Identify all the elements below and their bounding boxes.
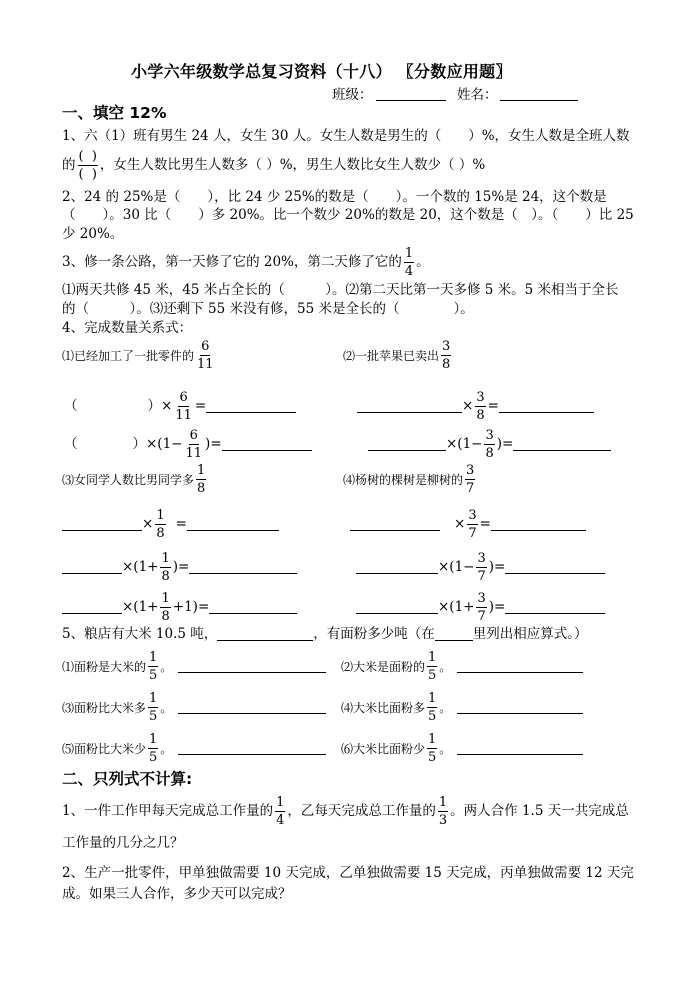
q5-item-5-answer[interactable] xyxy=(178,742,326,755)
section-2-heading: 二、只列式不计算: xyxy=(62,770,193,788)
q4-p3-fraction: $\frac{1}{8}$ xyxy=(197,463,206,496)
q4-p3-eq3-answer[interactable] xyxy=(209,601,297,614)
q4-heading: 4、完成数量关系式： xyxy=(62,320,193,336)
q4-p3-eq1-blank[interactable] xyxy=(62,518,142,531)
q4-p4-eq1-blank[interactable] xyxy=(350,518,440,531)
q4-p2-fraction: $\frac{3}{8}$ xyxy=(442,339,451,372)
class-label: 班级： xyxy=(332,87,373,103)
q4-p2-eq2-blank[interactable] xyxy=(368,438,446,451)
q4-p3-eq3-blank[interactable] xyxy=(62,601,122,614)
q4-p1-eq2: （ ） ×(1− $\frac{6}{11}$ ) = xyxy=(64,429,312,460)
q4-p2-label: ⑵一批苹果已卖出 $\frac{3}{8}$ xyxy=(343,339,451,372)
q1-line2-rest: ，女生人数比男生人数多（ ）%，男生人数比女生人数少（ ）% xyxy=(99,156,486,173)
q4-p3-eq3: ×(1+ $\frac{1}{8}$ +1) = xyxy=(62,592,297,623)
q5-item-5: ⑸面粉比大米少 $\frac{1}{5}$ 。 xyxy=(62,733,326,764)
q4-p2-eq1: × $\frac{3}{8}$ = xyxy=(357,391,594,422)
q5-item-4-answer[interactable] xyxy=(457,701,583,714)
q2-line3: 少 20%。 xyxy=(62,226,124,242)
q4-p3-eq2: ×(1+ $\frac{1}{8}$ ) = xyxy=(62,552,297,583)
q5-line1: 5、粮店有大米 10.5 吨， ，有面粉多少吨（在 里列出相应算式。） xyxy=(62,626,588,642)
q5-item-6: ⑹大米比面粉少 $\frac{1}{5}$ 。 xyxy=(341,733,583,764)
q4-p4-eq2-answer[interactable] xyxy=(505,561,605,574)
q4-p1-label: ⑴已经加工了一批零件的 $\frac{6}{11}$ xyxy=(62,339,214,372)
q4-p4-eq2: ×(1− $\frac{3}{7}$ ) = xyxy=(356,552,605,583)
q3-text: 3、修一条公路，第一天修了它的 20%，第二天修了它的 xyxy=(62,253,402,270)
q3-fraction: $\frac{1}{4}$ xyxy=(404,246,414,279)
q3-line1 xyxy=(62,247,430,278)
q4-p3-eq1: × $\frac{1}{8}$ = xyxy=(62,509,279,540)
q3-sub2: 的（ ）。⑶还剩下 55 米没有修，55 米是全长的（ ）。 xyxy=(62,301,474,317)
q1-blank-fraction[interactable]: $\frac{( )}{( )}$ xyxy=(78,149,97,182)
q5-item-3: ⑶面粉比大米多 $\frac{1}{5}$ 。 xyxy=(62,692,326,723)
q4-p3-eq1-answer[interactable] xyxy=(187,518,279,531)
q4-p2-eq2: ×(1− $\frac{3}{8}$ ) = xyxy=(368,429,611,460)
q4-p3-label: ⑶女同学人数比男同学多 $\frac{1}{8}$ xyxy=(62,463,206,496)
q4-p4-eq2-blank[interactable] xyxy=(356,561,438,574)
q4-p4-eq3-blank[interactable] xyxy=(356,601,438,614)
q4-p4-eq3: ×(1+ $\frac{3}{7}$ ) = xyxy=(356,592,605,623)
page-title: 小学六年级数学总复习资料（十八） 〖分数应用题〗 xyxy=(131,62,512,81)
q5-item-1: ⑴面粉是大米的 $\frac{1}{5}$ 。 xyxy=(62,651,326,682)
q5-condition-blank[interactable] xyxy=(217,628,313,641)
q3-end: 。 xyxy=(416,253,430,270)
q4-p4-eq1: × $\frac{3}{7}$ = xyxy=(350,509,586,540)
q1-line1: 1、六（1）班有男生 24 人，女生 30 人。女生人数是男生的（ ）%，女生人数是全班人数 xyxy=(62,128,630,144)
q5-item-4: ⑷大米比面粉多 $\frac{1}{5}$ 。 xyxy=(341,692,583,723)
s2-q1-line1: 1、一件工作甲每天完成总工作量的 $\frac{1}{4}$ ，乙每天完成总工作量的 $\frac{1}{3}$ 。两人合作 1.5 天一共完成总 xyxy=(62,795,629,828)
q5-item-2: ⑵大米是面粉的 $\frac{1}{5}$ 。 xyxy=(341,651,583,682)
q5-item-2-answer[interactable] xyxy=(457,660,583,673)
q5-item-1-answer[interactable] xyxy=(178,660,326,673)
q4-p4-eq3-answer[interactable] xyxy=(505,601,605,614)
q4-p2-eq1-blank[interactable] xyxy=(357,400,462,413)
s2-q2-line2: 成。如果三人合作，多少天可以完成？ xyxy=(62,886,292,902)
section-1-heading: 一、填空 12% xyxy=(62,104,167,122)
q4-p1-eq1: （ ） × $\frac{6}{11}$ = xyxy=(64,391,296,422)
q4-p1-fraction: $\frac{6}{11}$ xyxy=(197,339,214,372)
q4-p1-eq1-answer[interactable] xyxy=(206,400,296,413)
q5-item-6-answer[interactable] xyxy=(457,742,583,755)
q3-sub1: ⑴两天共修 45 米，45 米占全长的（ ）。⑵第二天比第一天多修 5 米。5 米相当于全长 xyxy=(62,282,619,298)
q4-p2-eq2-answer[interactable] xyxy=(513,438,611,451)
s2-q2-line1: 2、生产一批零件，甲单独做需要 10 天完成，乙单独做需要 15 天完成，丙单独做需要 12 天完 xyxy=(62,865,634,881)
q4-p2-eq1-answer[interactable] xyxy=(499,400,594,413)
name-label: 姓名： xyxy=(457,87,498,103)
q5-inline-blank xyxy=(435,628,473,641)
class-blank[interactable] xyxy=(376,100,446,101)
q4-p3-eq2-answer[interactable] xyxy=(189,561,297,574)
q1-line2-prefix: 的 xyxy=(62,156,76,173)
q1-line2 xyxy=(62,150,485,181)
q2-line2: （ ）。30 比（ ）多 20%。比一个数少 20%的数是 20，这个数是（ ）。（ ）比 25 xyxy=(62,207,634,223)
q4-p4-fraction: $\frac{3}{7}$ xyxy=(466,463,475,496)
q5-item-3-answer[interactable] xyxy=(178,701,326,714)
q4-p4-label: ⑷杨树的棵树是柳树的 $\frac{3}{7}$ xyxy=(343,463,475,496)
name-blank[interactable] xyxy=(500,100,578,101)
q4-p1-eq2-answer[interactable] xyxy=(222,438,312,451)
q2-line1: 2、24 的 25%是（ ），比 24 少 25%的数是（ ）。一个数的 15%是 24，这个数是 xyxy=(62,189,607,205)
s2-q1-line2: 工作量的几分之几？ xyxy=(62,835,184,851)
q4-p4-eq1-answer[interactable] xyxy=(491,518,586,531)
q4-p3-eq2-blank[interactable] xyxy=(62,561,122,574)
